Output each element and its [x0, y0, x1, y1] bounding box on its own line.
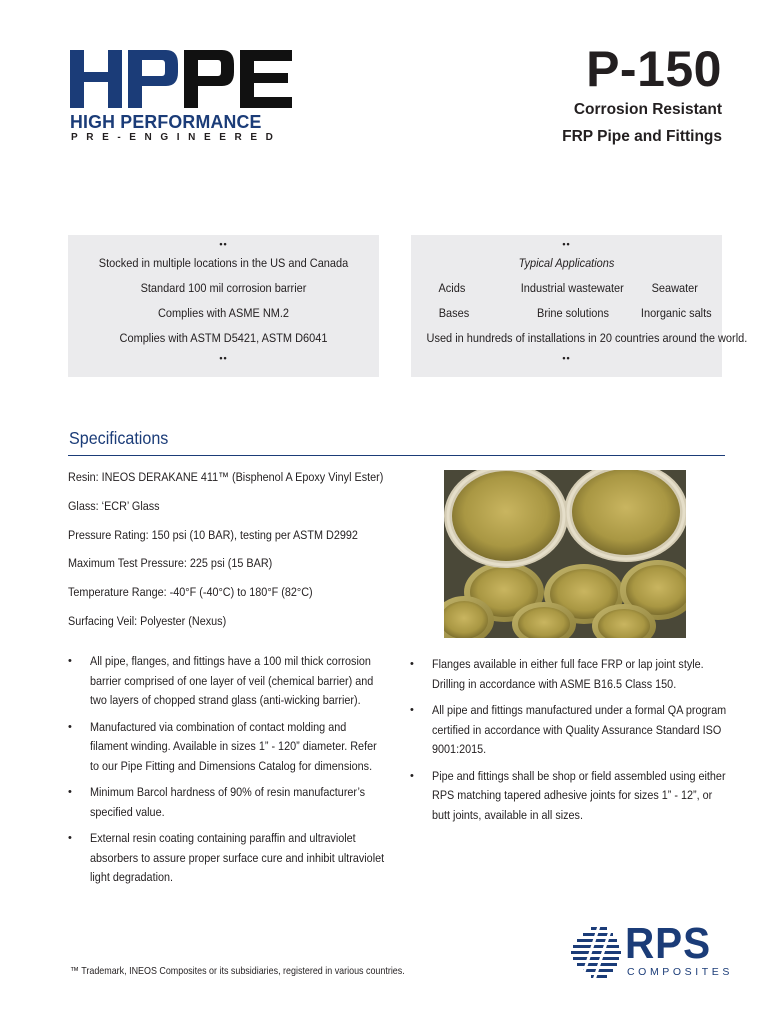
- trademark-footnote: ™ Trademark, INEOS Composites or its subsidiaries, registered in various countries.: [70, 966, 405, 977]
- rps-subtitle: COMPOSITES: [627, 966, 734, 978]
- spec-glass: Glass: ‘ECR’ Glass: [68, 499, 160, 513]
- application-item: Brine solutions: [536, 306, 609, 320]
- pipe-stack-image: [444, 470, 686, 638]
- bullet-text: • External resin coating containing paraffin and ultraviolet absorbers to assure proper surface cure and inhibit ultraviolet light degradation.: [90, 831, 385, 884]
- feature-bullets-left: [68, 652, 388, 895]
- bullet-text: • Flanges available in either full face FRP or lap joint style. Drilling in accordance with ASME B16.5 Class 150.: [432, 657, 704, 691]
- pipe-photo: [444, 470, 686, 638]
- list-item: [410, 767, 730, 826]
- hppe-logo-tagline: PRE-ENGINEERED: [71, 132, 282, 143]
- hppe-logo: [70, 50, 292, 146]
- list-item: [68, 829, 388, 888]
- applications-box: [411, 235, 748, 377]
- bullet-text: • Manufactured via combination of contact molding and filament winding. Available in sizes 1” - 120” diameter. Refer to our Pipe Fitting and Dimensions Catalog for dimensions.: [90, 719, 377, 773]
- rps-globe-icon: [569, 925, 623, 981]
- list-item: [68, 718, 388, 777]
- list-item: [410, 701, 730, 760]
- dots-top: ••: [562, 239, 571, 249]
- applications-row-1: [411, 281, 722, 301]
- bullet-text: • Pipe and fittings shall be shop or field assembled using either RPS matching tapered adhesive joints for sizes 1” - 12”, or butt joints, available in all sizes.: [432, 768, 726, 822]
- bullet-text: • Minimum Barcol hardness of 90% of resin manufacturer’s specified value.: [90, 785, 366, 819]
- application-item: Inorganic salts: [640, 306, 712, 320]
- dots-bottom: ••: [219, 353, 228, 363]
- specifications-heading: Specifications: [69, 428, 169, 448]
- rps-wordmark: RPS: [625, 919, 712, 968]
- features-box: [68, 235, 379, 377]
- spec-pressure-rating: Pressure Rating: 150 psi (10 BAR), testing per ASTM D2992: [68, 528, 358, 542]
- hppe-logo-mark: [70, 50, 292, 108]
- product-code: P-150: [586, 41, 722, 97]
- list-item: [68, 652, 388, 711]
- bullet-text: • All pipe and fittings manufactured under a formal QA program certified in accordance with Quality Assurance Standard ISO 9001:2015.: [432, 703, 727, 756]
- applications-row-2: [411, 306, 722, 326]
- spec-resin: Resin: INEOS DERAKANE 411™ (Bisphenol A Epoxy Vinyl Ester): [68, 470, 384, 484]
- list-item: [68, 783, 388, 822]
- product-subtitle-line2: FRP Pipe and Fittings: [562, 128, 722, 145]
- installations-note: Used in hundreds of installations in 20 countries around the world.: [426, 331, 748, 345]
- applications-heading: Typical Applications: [518, 256, 615, 270]
- dots-top: ••: [219, 239, 228, 249]
- list-item: [410, 655, 730, 694]
- spec-surfacing-veil: Surfacing Veil: Polyester (Nexus): [68, 614, 227, 628]
- dots-bottom: ••: [562, 353, 571, 363]
- rps-composites-logo: [569, 919, 734, 981]
- bullet-text: • All pipe, flanges, and fittings have a 100 mil thick corrosion barrier comprised of one layer of veil (chemical barrier) and two layers of chopped strand glass (anti-wicking barrier).: [90, 654, 374, 707]
- application-item: Seawater: [651, 281, 698, 295]
- application-item: Industrial wastewater: [520, 281, 624, 295]
- feature-line: Complies with ASME NM.2: [157, 306, 290, 320]
- spec-temperature-range: Temperature Range: -40°F (-40°C) to 180°F (82°C): [68, 585, 313, 599]
- feature-line: Standard 100 mil corrosion barrier: [140, 281, 307, 295]
- feature-bullets-right: [410, 655, 730, 832]
- specifications-divider: [68, 455, 725, 456]
- spec-max-test-pressure: Maximum Test Pressure: 225 psi (15 BAR): [68, 556, 273, 570]
- feature-line: Stocked in multiple locations in the US and Canada: [98, 256, 349, 270]
- application-item: Bases: [438, 306, 470, 320]
- feature-line: Complies with ASTM D5421, ASTM D6041: [119, 331, 328, 345]
- product-subtitle-line1: Corrosion Resistant: [573, 101, 722, 118]
- hppe-logo-name: HIGH PERFORMANCE: [70, 111, 262, 132]
- application-item: Acids: [438, 281, 466, 295]
